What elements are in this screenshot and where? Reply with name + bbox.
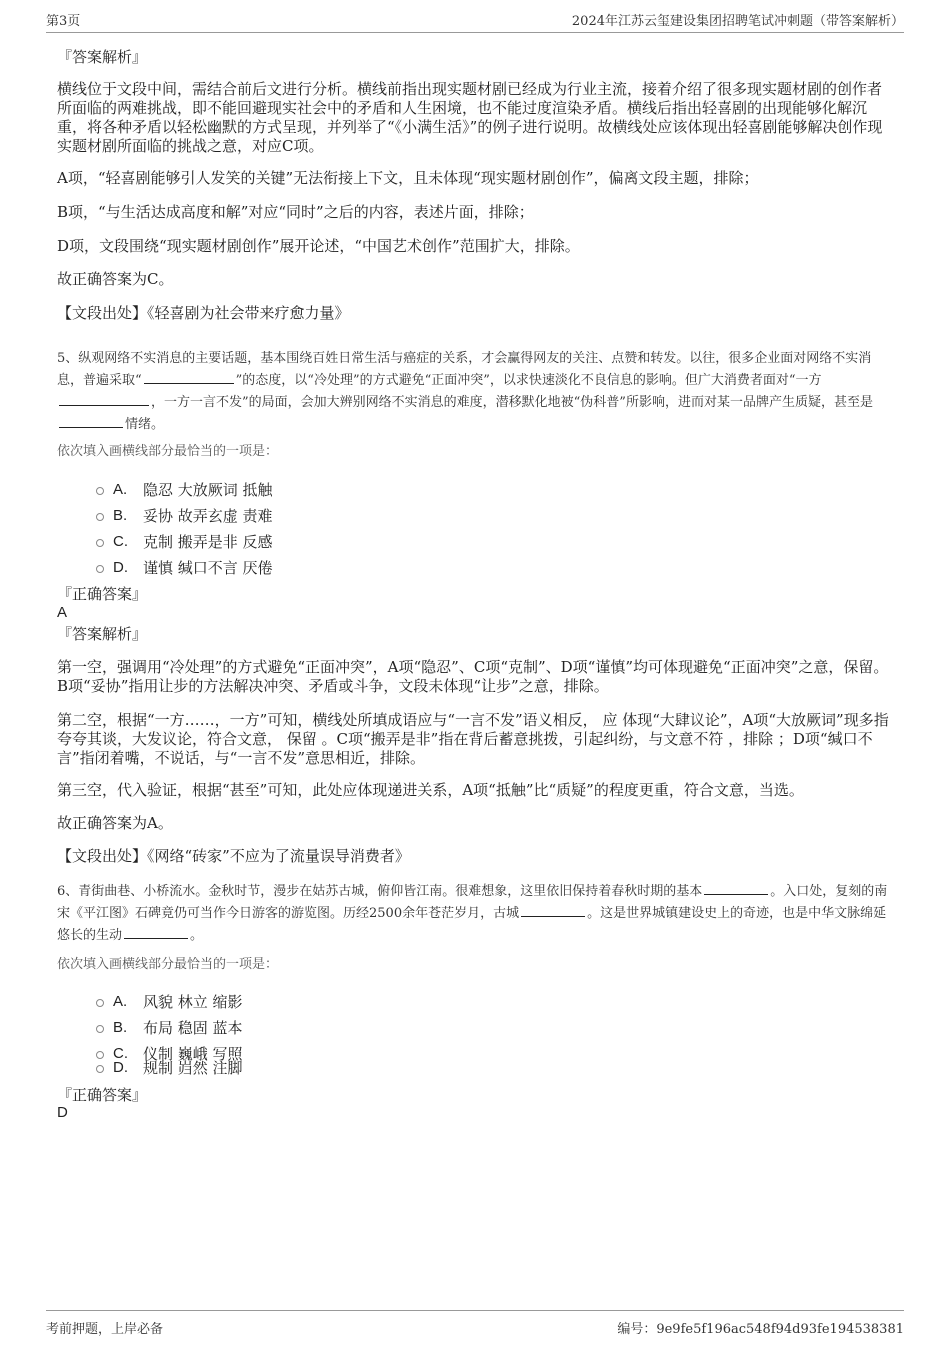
q5-analysis-blank-2: 第二空，根据“一方……，一方”可知，横线处所填成语应与“一言不发”语义相反， 应 体现“大肆议论”，A项“大放厥词”现多指夸夸其谈，大发议论，符合文意， 保留 。C项“搬弄是非”指在背后蓄意挑拨，引起纠纷，与文意不符 ，排除 ；D项“缄口不言”指闭着嘴，不说话，与“一言不发”意思相近，排除。 bbox=[57, 711, 889, 767]
q5-stem: 5、纵观网络不实消息的主要话题，基本围绕百姓日常生活与癌症的关系，才会赢得网友的关注、点赞和转发。以往，很多企业面对网络不实消息，普遍采取“ ”的态度，以“冷处理”的方式避免“正面冲突”，以求快速淡化不良信息的影响。但广大消费者面对“一方，一方一言不发”的局面，会加大辨别网络不实消息的难度，潜移默化地被“伪科普”所影响，进而对某一品牌产生质疑，甚至是情绪。 bbox=[57, 351, 873, 432]
q5-option-d[interactable]: D. 谨慎 缄口不言 厌倦 bbox=[96, 558, 273, 576]
radio-icon[interactable] bbox=[96, 565, 104, 573]
radio-icon[interactable] bbox=[96, 513, 104, 521]
q5-blank-2 bbox=[59, 391, 149, 406]
q5-option-b[interactable]: B. 妥协 故弄玄虚 责难 bbox=[96, 506, 273, 524]
footer-slogan: 考前押题，上岸必备 bbox=[46, 1322, 164, 1337]
q6-option-a[interactable]: A. 风貌 林立 缩影 bbox=[96, 992, 243, 1010]
q5-option-a[interactable]: A. 隐忍 大放厥词 抵触 bbox=[96, 480, 273, 498]
q4-analysis-option-a: A项，“轻喜剧能够引人发笑的关键”无法衔接上下文，且未体现“现实题材剧创作”，偏离文段主题，排除； bbox=[57, 169, 759, 187]
q5-blank-3 bbox=[59, 413, 123, 428]
q4-analysis-option-b: B项，“与生活达成高度和解”对应“同时”之后的内容，表述片面，排除； bbox=[57, 203, 534, 221]
q4-analysis-option-d: D项，文段围绕“现实题材剧创作”展开论述，“中国艺术创作”范围扩大，排除。 bbox=[57, 237, 580, 255]
q6-option-d[interactable]: D. 规制 岿然 注脚 bbox=[96, 1058, 243, 1076]
q5-correct-answer: A bbox=[57, 604, 68, 621]
radio-icon[interactable] bbox=[96, 999, 104, 1007]
q5-analysis-blank-3: 第三空，代入验证，根据“甚至”可知，此处应体现递进关系，A项“抵触”比“质疑”的程度更重，符合文意，当选。 bbox=[57, 781, 804, 799]
q6-correct-answer: D bbox=[57, 1104, 68, 1121]
radio-icon[interactable] bbox=[96, 1025, 104, 1033]
document-title: 2024年江苏云玺建设集团招聘笔试冲刺题（带答案解析） bbox=[571, 14, 904, 29]
q5-analysis-blank-1: 第一空，强调用“冷处理”的方式避免“正面冲突”，A项“隐忍”、C项“克制”、D项“谨慎”均可体现避免“正面冲突”之意，保留。B项“妥协”指用让步的方法解决冲突、矛盾或斗争，文段未体现“让步”之意，排除。 bbox=[57, 658, 889, 695]
page-number: 第3页 bbox=[46, 14, 81, 29]
q5-option-c[interactable]: C. 克制 搬弄是非 反感 bbox=[96, 532, 273, 550]
page-footer bbox=[46, 1310, 904, 1337]
q5-source: 【文段出处】《网络“砖家”不应为了流量误导消费者》 bbox=[57, 847, 410, 865]
q6-stem: 6、青街曲巷、小桥流水。金秋时节，漫步在姑苏古城，俯仰皆江南。很难想象，这里依旧保持着春秋时期的基本 。入口处，复刻的南宋《平江图》石碑竟仍可当作今日游客的游览图。历经2500余年苍茫岁月，古城 。这是世界城镇建设史上的奇迹，也是中华文脉绵延悠长的生动 。 bbox=[57, 880, 893, 946]
page-header bbox=[46, 10, 904, 33]
q4-analysis-paragraph: 横线位于文段中间，需结合前后文进行分析。横线前指出现实题材剧已经成为行业主流，接着介绍了很多现实题材剧的创作者所面临的两难挑战，即不能回避现实社会中的矛盾和人生困境，也不能过度渲染矛盾。横线后指出轻喜剧的出现能够化解沉重，将各种矛盾以轻松幽默的方式呈现，并列举了“《小满生活》”的例子进行说明。故横线处应该体现出轻喜剧能够解决创作现实题材剧所面临的挑战之意，对应C项。 bbox=[57, 80, 883, 155]
document-id: 编号：9e9fe5f196ac548f94d93fe194538381 bbox=[617, 1322, 904, 1337]
radio-icon[interactable] bbox=[96, 487, 104, 495]
q5-prompt: 依次填入画横线部分最恰当的一项是： bbox=[57, 444, 279, 459]
q6-option-c[interactable]: C. 仪制 巍峨 写照 bbox=[96, 1044, 243, 1062]
q6-blank-1 bbox=[704, 880, 768, 895]
q6-option-b[interactable]: B. 布局 稳固 蓝本 bbox=[96, 1018, 243, 1036]
q5-conclusion: 故正确答案为A。 bbox=[57, 814, 173, 832]
q6-prompt: 依次填入画横线部分最恰当的一项是： bbox=[57, 957, 279, 972]
q6-blank-3 bbox=[124, 924, 188, 939]
q6-blank-2 bbox=[521, 902, 585, 917]
radio-icon[interactable] bbox=[96, 539, 104, 547]
q4-source: 【文段出处】《轻喜剧为社会带来疗愈力量》 bbox=[57, 304, 350, 322]
q5-analysis-label: 『答案解析』 bbox=[57, 625, 148, 643]
radio-icon[interactable] bbox=[96, 1065, 104, 1073]
q5-blank-1 bbox=[144, 369, 234, 384]
q4-analysis-label: 『答案解析』 bbox=[57, 48, 148, 66]
q6-correct-label: 『正确答案』 bbox=[57, 1086, 148, 1104]
q4-conclusion: 故正确答案为C。 bbox=[57, 270, 174, 288]
q5-correct-label: 『正确答案』 bbox=[57, 585, 148, 603]
